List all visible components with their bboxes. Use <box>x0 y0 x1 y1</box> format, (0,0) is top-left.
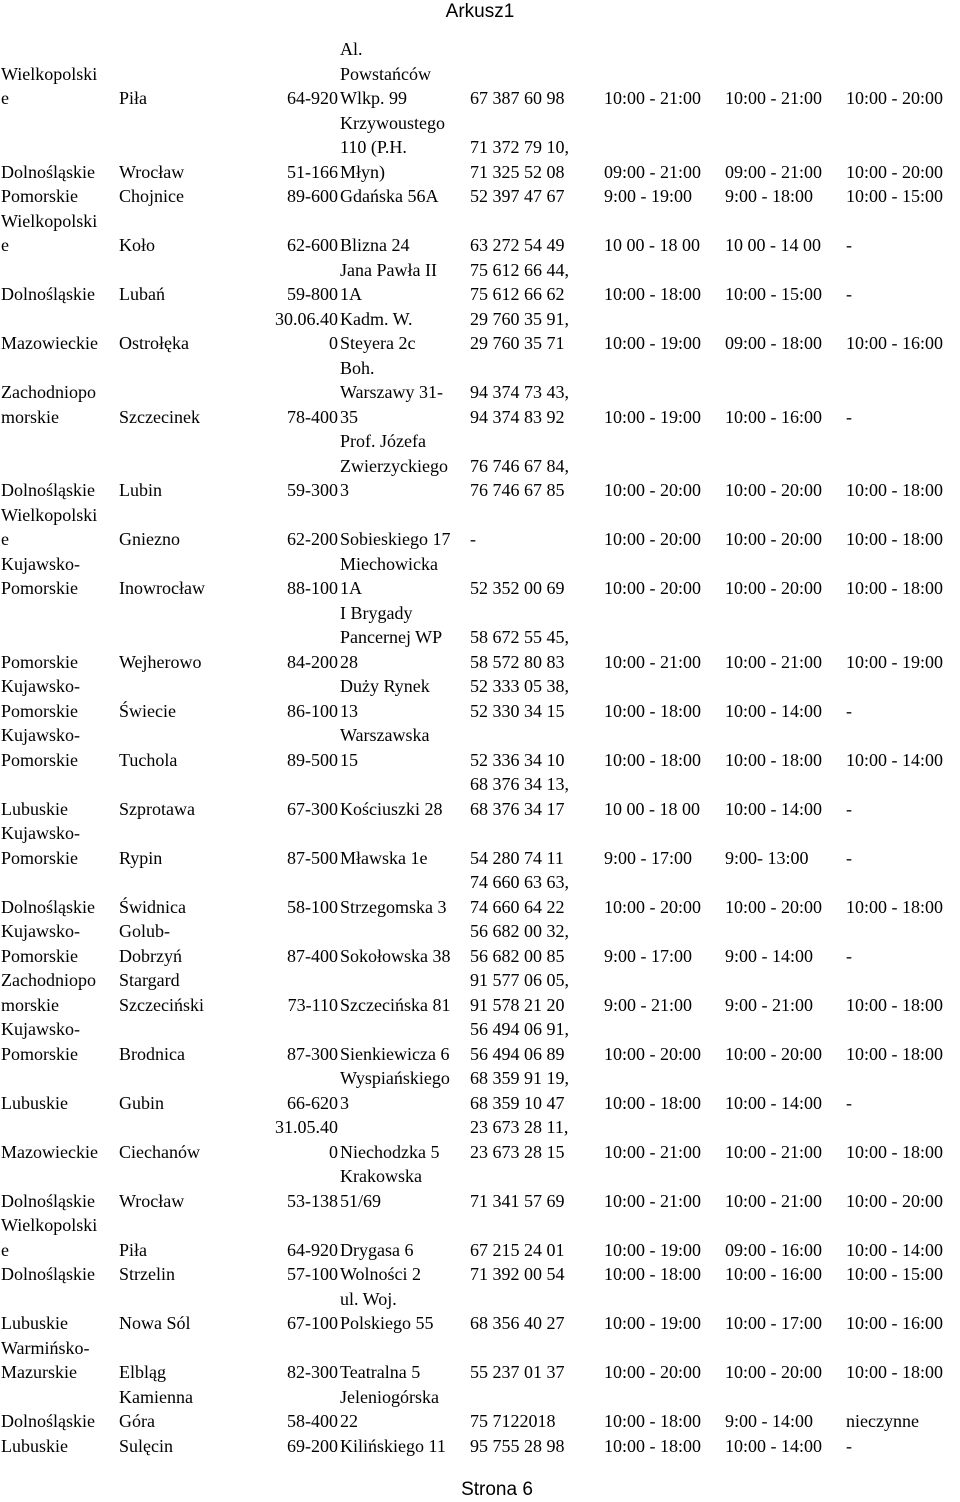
hours-saturday-cell: 10:00 - 15:00 <box>725 284 822 304</box>
hours-weekday-cell: 10:00 - 21:00 <box>604 651 701 672</box>
region-cell: Dolnośląskie <box>1 1264 95 1284</box>
table-row <box>0 1115 960 1164</box>
postal-code-cell: 86-100 <box>287 700 338 721</box>
hours-sunday-cell: - <box>846 700 852 721</box>
hours-weekday-cell: 10:00 - 21:00 <box>604 1190 701 1211</box>
region-cell: Lubuskie <box>1 1313 68 1333</box>
page-label: Strona 6 <box>461 1479 533 1500</box>
city-cell: Piła <box>119 1239 148 1260</box>
hours-weekday-cell: 9:00 - 17:00 <box>604 945 692 966</box>
hours-sunday-cell: 10:00 - 18:00 <box>846 896 943 917</box>
address-cell: Sienkiewicza 6 <box>340 1043 450 1064</box>
phone-cell: 71 341 57 69 <box>470 1190 565 1211</box>
phone-cell: 75 7122018 <box>470 1411 556 1431</box>
phone-cell: 74 660 63 63, 74 660 64 22 <box>470 872 569 917</box>
hours-sunday-cell: 10:00 - 16:00 <box>846 1313 943 1333</box>
region-cell: Kujawsko- Pomorskie <box>1 553 80 598</box>
phone-cell: 67 215 24 01 <box>470 1239 565 1260</box>
hours-sunday-cell: - <box>846 798 852 819</box>
region-cell: Dolnośląskie <box>1 1190 95 1211</box>
postal-code-cell: 58-100 <box>287 896 338 917</box>
hours-weekday-cell: 10:00 - 20:00 <box>604 578 701 598</box>
table-row <box>0 307 960 356</box>
postal-code-cell: 51-166 <box>287 161 338 182</box>
phone-cell: 63 272 54 49 <box>470 235 565 255</box>
table-row <box>0 772 960 821</box>
city-cell: Strzelin <box>119 1264 175 1284</box>
page-footer <box>0 1478 960 1502</box>
table-row <box>0 1336 960 1385</box>
postal-code-cell: 78-400 <box>287 406 338 427</box>
region-cell: Lubuskie <box>1 1435 68 1456</box>
hours-saturday-cell: 10:00 - 16:00 <box>725 1264 822 1284</box>
postal-code-cell: 73-110 <box>287 994 338 1015</box>
hours-sunday-cell: 10:00 - 18:00 <box>846 480 943 500</box>
hours-saturday-cell: 09:00 - 21:00 <box>725 161 822 182</box>
table-row <box>0 184 960 209</box>
hours-sunday-cell: 10:00 - 18:00 <box>846 578 943 598</box>
hours-saturday-cell: 9:00 - 14:00 <box>725 1411 813 1431</box>
phone-cell: 52 397 47 67 <box>470 186 565 206</box>
hours-saturday-cell: 10:00 - 16:00 <box>725 406 822 427</box>
region-cell: Dolnośląskie <box>1 480 95 500</box>
city-cell: Ciechanów <box>119 1141 200 1162</box>
city-cell: Elbląg <box>119 1362 166 1382</box>
region-cell: Kujawsko- Pomorskie <box>1 676 80 721</box>
city-cell: Sulęcin <box>119 1435 173 1456</box>
hours-weekday-cell: 10:00 - 20:00 <box>604 1362 701 1382</box>
hours-weekday-cell: 10 00 - 18 00 <box>604 798 700 819</box>
hours-sunday-cell: - <box>846 945 852 966</box>
address-cell: Krakowska 51/69 <box>340 1166 422 1211</box>
hours-saturday-cell: 10:00 - 21:00 <box>725 88 822 108</box>
postal-code-cell: 62-600 <box>287 235 338 255</box>
hours-weekday-cell: 10:00 - 19:00 <box>604 1239 701 1260</box>
region-cell: Dolnośląskie <box>1 896 95 917</box>
city-cell: Stargard Szczeciński <box>119 970 204 1015</box>
region-cell: Kujawsko- Pomorskie <box>1 921 80 966</box>
phone-cell: 52 333 05 38, 52 330 34 15 <box>470 676 569 721</box>
address-cell: Wyspiańskiego 3 <box>340 1068 450 1113</box>
postal-code-cell: 57-100 <box>287 1264 338 1284</box>
city-cell: Wrocław <box>119 161 185 182</box>
hours-saturday-cell: 10:00 - 20:00 <box>725 896 822 917</box>
table-row <box>0 1213 960 1262</box>
table-row <box>0 1066 960 1115</box>
hours-sunday-cell: - <box>846 406 852 427</box>
hours-saturday-cell: 9:00 - 21:00 <box>725 994 813 1015</box>
hours-sunday-cell: 10:00 - 15:00 <box>846 1264 943 1284</box>
phone-cell: 75 612 66 44, 75 612 66 62 <box>470 259 569 304</box>
city-cell: Szprotawa <box>119 798 195 819</box>
hours-weekday-cell: 10:00 - 19:00 <box>604 333 701 353</box>
hours-weekday-cell: 10:00 - 18:00 <box>604 284 701 304</box>
hours-sunday-cell: 10:00 - 19:00 <box>846 651 943 672</box>
table-row <box>0 1434 960 1459</box>
address-cell: Kościuszki 28 <box>340 798 443 819</box>
hours-saturday-cell: 09:00 - 18:00 <box>725 333 822 353</box>
hours-weekday-cell: 10:00 - 20:00 <box>604 1043 701 1064</box>
region-cell: Mazowieckie <box>1 333 98 353</box>
address-cell: Krzywoustego 110 (P.H. Młyn) <box>340 112 445 182</box>
hours-sunday-cell: 10:00 - 18:00 <box>846 994 943 1015</box>
hours-saturday-cell: 10:00 - 20:00 <box>725 529 822 549</box>
address-cell: Teatralna 5 <box>340 1362 421 1382</box>
phone-cell: 71 392 00 54 <box>470 1264 565 1284</box>
address-cell: Szczecińska 81 <box>340 994 451 1015</box>
hours-saturday-cell: 10:00 - 14:00 <box>725 1435 822 1456</box>
hours-saturday-cell: 09:00 - 16:00 <box>725 1239 822 1260</box>
region-cell: Kujawsko- Pomorskie <box>1 1019 80 1064</box>
hours-saturday-cell: 9:00 - 18:00 <box>725 186 813 206</box>
phone-cell: 71 372 79 10, 71 325 52 08 <box>470 137 569 182</box>
city-cell: Inowrocław <box>119 578 205 598</box>
hours-saturday-cell: 10:00 - 18:00 <box>725 749 822 770</box>
address-cell: I Brygady Pancernej WP 28 <box>340 602 443 672</box>
hours-saturday-cell: 10 00 - 14 00 <box>725 235 821 255</box>
address-cell: Blizna 24 <box>340 235 410 255</box>
table-row <box>0 601 960 675</box>
postal-code-cell: 30.06.40 0 <box>275 308 338 353</box>
hours-saturday-cell: 10:00 - 17:00 <box>725 1313 822 1333</box>
city-cell: Piła <box>119 88 148 108</box>
postal-code-cell: 62-200 <box>287 529 338 549</box>
postal-code-cell: 82-300 <box>287 1362 338 1382</box>
postal-code-cell: 64-920 <box>287 88 338 108</box>
address-cell: Kilińskiego 11 <box>340 1435 446 1456</box>
hours-weekday-cell: 10:00 - 18:00 <box>604 1411 701 1431</box>
address-cell: ul. Woj. Polskiego 55 <box>340 1288 434 1333</box>
address-cell: Sokołowska 38 <box>340 945 451 966</box>
address-cell: Al. Powstańców Wlkp. 99 <box>340 39 431 108</box>
hours-saturday-cell: 10:00 - 20:00 <box>725 578 822 598</box>
postal-code-cell: 31.05.40 0 <box>275 1117 338 1162</box>
region-cell: Lubuskie <box>1 798 68 819</box>
phone-cell: 52 336 34 10 <box>470 749 565 770</box>
postal-code-cell: 87-400 <box>287 945 338 966</box>
postal-code-cell: 67-300 <box>287 798 338 819</box>
region-cell: Dolnośląskie <box>1 161 95 182</box>
phone-cell: 56 682 00 32, 56 682 00 85 <box>470 921 569 966</box>
region-cell: Wielkopolski e <box>1 63 98 108</box>
region-cell: Kujawsko- Pomorskie <box>1 823 80 868</box>
address-cell: Niechodzka 5 <box>340 1141 440 1162</box>
region-cell: Lubuskie <box>1 1092 68 1113</box>
table-row <box>0 356 960 430</box>
city-cell: Chojnice <box>119 186 184 206</box>
hours-sunday-cell: 10:00 - 20:00 <box>846 88 943 108</box>
table-row <box>0 1017 960 1066</box>
postal-code-cell: 53-138 <box>287 1190 338 1211</box>
city-cell: Gubin <box>119 1092 164 1113</box>
city-cell: Nowa Sól <box>119 1313 191 1333</box>
city-cell: Szczecinek <box>119 406 200 427</box>
city-cell: Świdnica <box>119 896 186 917</box>
table-row <box>0 209 960 258</box>
sheet-header <box>0 0 960 24</box>
region-cell: Zachodniopo morskie <box>1 970 96 1015</box>
address-cell: Prof. Józefa Zwierzyckiego 3 <box>340 431 448 500</box>
city-cell: Ostrołęka <box>119 333 189 353</box>
table-row <box>0 1287 960 1336</box>
hours-saturday-cell: 10:00 - 21:00 <box>725 1141 822 1162</box>
hours-saturday-cell: 9:00 - 14:00 <box>725 945 813 966</box>
hours-weekday-cell: 10:00 - 20:00 <box>604 896 701 917</box>
hours-saturday-cell: 10:00 - 21:00 <box>725 1190 822 1211</box>
phone-cell: 23 673 28 11, 23 673 28 15 <box>470 1117 569 1162</box>
hours-weekday-cell: 9:00 - 21:00 <box>604 994 692 1015</box>
address-cell: Sobieskiego 17 <box>340 529 451 549</box>
address-cell: Drygasa 6 <box>340 1239 414 1260</box>
table-row <box>0 821 960 870</box>
phone-cell: 94 374 73 43, 94 374 83 92 <box>470 382 569 427</box>
region-cell: Dolnośląskie <box>1 1411 95 1431</box>
phone-cell: 95 755 28 98 <box>470 1435 565 1456</box>
hours-sunday-cell: - <box>846 235 852 255</box>
phone-cell: 68 356 40 27 <box>470 1313 565 1333</box>
phone-cell: 68 376 34 13, 68 376 34 17 <box>470 774 569 819</box>
hours-sunday-cell: 10:00 - 18:00 <box>846 1362 943 1382</box>
city-cell: Wejherowo <box>119 651 202 672</box>
table-row <box>0 429 960 503</box>
hours-weekday-cell: 10:00 - 18:00 <box>604 700 701 721</box>
region-cell: Kujawsko- Pomorskie <box>1 725 80 770</box>
city-cell: Tuchola <box>119 749 178 770</box>
hours-sunday-cell: 10:00 - 15:00 <box>846 186 943 206</box>
hours-sunday-cell: 10:00 - 18:00 <box>846 1043 943 1064</box>
address-cell: Kadm. W. Steyera 2c <box>340 308 416 353</box>
store-hours-table <box>0 37 960 1458</box>
phone-cell: 56 494 06 91, 56 494 06 89 <box>470 1019 569 1064</box>
address-cell: Duży Rynek 13 <box>340 676 430 721</box>
region-cell: Wielkopolski e <box>1 1215 98 1260</box>
region-cell: Dolnośląskie <box>1 284 95 304</box>
city-cell: Lubin <box>119 480 162 500</box>
hours-sunday-cell: - <box>846 1435 852 1456</box>
hours-sunday-cell: 10:00 - 20:00 <box>846 161 943 182</box>
hours-weekday-cell: 10:00 - 18:00 <box>604 749 701 770</box>
postal-code-cell: 59-300 <box>287 480 338 500</box>
hours-sunday-cell: 10:00 - 20:00 <box>846 1190 943 1211</box>
hours-weekday-cell: 10:00 - 21:00 <box>604 1141 701 1162</box>
hours-weekday-cell: 10:00 - 18:00 <box>604 1264 701 1284</box>
phone-cell: 54 280 74 11 <box>470 847 564 868</box>
hours-sunday-cell: nieczynne <box>846 1411 919 1431</box>
phone-cell: 76 746 67 84, 76 746 67 85 <box>470 455 569 500</box>
region-cell: Pomorskie <box>1 651 79 672</box>
table-row <box>0 503 960 552</box>
address-cell: Warszawska 15 <box>340 725 430 770</box>
hours-weekday-cell: 10:00 - 21:00 <box>604 88 701 108</box>
hours-weekday-cell: 10:00 - 19:00 <box>604 1313 701 1333</box>
postal-code-cell: 66-620 <box>287 1092 338 1113</box>
address-cell: Gdańska 56A <box>340 186 439 206</box>
address-cell: Wolności 2 <box>340 1264 422 1284</box>
phone-cell: 55 237 01 37 <box>470 1362 565 1382</box>
phone-cell: 58 672 55 45, 58 572 80 83 <box>470 627 569 672</box>
hours-sunday-cell: 10:00 - 18:00 <box>846 1141 943 1162</box>
hours-saturday-cell: 10:00 - 14:00 <box>725 1092 822 1113</box>
hours-saturday-cell: 10:00 - 14:00 <box>725 700 822 721</box>
city-cell: Brodnica <box>119 1043 185 1064</box>
hours-sunday-cell: 10:00 - 14:00 <box>846 749 943 770</box>
region-cell: Pomorskie <box>1 186 79 206</box>
region-cell: Zachodniopo morskie <box>1 382 96 427</box>
region-cell: Warmińsko- Mazurskie <box>1 1337 90 1382</box>
postal-code-cell: 59-800 <box>287 284 338 304</box>
hours-saturday-cell: 10:00 - 20:00 <box>725 1043 822 1064</box>
table-row <box>0 968 960 1017</box>
city-cell: Lubań <box>119 284 165 304</box>
table-row <box>0 919 960 968</box>
postal-code-cell: 89-600 <box>287 186 338 206</box>
table-row <box>0 111 960 185</box>
postal-code-cell: 69-200 <box>287 1435 338 1456</box>
postal-code-cell: 87-500 <box>287 847 338 868</box>
hours-sunday-cell: - <box>846 1092 852 1113</box>
phone-cell: 68 359 91 19, 68 359 10 47 <box>470 1068 569 1113</box>
table-body <box>0 37 960 1458</box>
table-row <box>0 37 960 111</box>
city-cell: Gniezno <box>119 529 180 549</box>
address-cell: Strzegomska 3 <box>340 896 447 917</box>
hours-saturday-cell: 10:00 - 20:00 <box>725 1362 822 1382</box>
city-cell: Kamienna Góra <box>119 1386 193 1431</box>
city-cell: Wrocław <box>119 1190 185 1211</box>
table-row <box>0 674 960 723</box>
postal-code-cell: 87-300 <box>287 1043 338 1064</box>
city-cell: Świecie <box>119 700 176 721</box>
table-row <box>0 1164 960 1213</box>
phone-cell: - <box>470 529 476 549</box>
hours-saturday-cell: 10:00 - 21:00 <box>725 651 822 672</box>
phone-cell: 91 577 06 05, 91 578 21 20 <box>470 970 569 1015</box>
address-cell: Miechowicka 1A <box>340 553 438 598</box>
hours-weekday-cell: 10:00 - 19:00 <box>604 406 701 427</box>
hours-weekday-cell: 9:00 - 19:00 <box>604 186 692 206</box>
hours-saturday-cell: 10:00 - 14:00 <box>725 798 822 819</box>
phone-cell: 52 352 00 69 <box>470 578 565 598</box>
city-cell: Rypin <box>119 847 163 868</box>
table-row <box>0 1262 960 1287</box>
hours-sunday-cell: 10:00 - 16:00 <box>846 333 943 353</box>
city-cell: Koło <box>119 235 155 255</box>
table-row <box>0 552 960 601</box>
table-row <box>0 870 960 919</box>
address-cell: Jana Pawła II 1A <box>340 259 437 304</box>
hours-weekday-cell: 10:00 - 18:00 <box>604 1435 701 1456</box>
sheet-name: Arkusz1 <box>445 1 515 22</box>
hours-sunday-cell: - <box>846 284 852 304</box>
postal-code-cell: 88-100 <box>287 578 338 598</box>
hours-weekday-cell: 9:00 - 17:00 <box>604 847 692 868</box>
postal-code-cell: 64-920 <box>287 1239 338 1260</box>
postal-code-cell: 58-400 <box>287 1411 338 1431</box>
table-row <box>0 723 960 772</box>
region-cell: Wielkopolski e <box>1 504 98 549</box>
phone-cell: 67 387 60 98 <box>470 88 565 108</box>
region-cell: Wielkopolski e <box>1 210 98 255</box>
hours-sunday-cell: 10:00 - 14:00 <box>846 1239 943 1260</box>
hours-sunday-cell: 10:00 - 18:00 <box>846 529 943 549</box>
hours-weekday-cell: 10:00 - 20:00 <box>604 529 701 549</box>
postal-code-cell: 84-200 <box>287 651 338 672</box>
address-cell: Mławska 1e <box>340 847 428 868</box>
address-cell: Jeleniogórska 22 <box>340 1386 439 1431</box>
table-row <box>0 1385 960 1434</box>
address-cell: Boh. Warszawy 31- 35 <box>340 357 444 427</box>
hours-weekday-cell: 10:00 - 20:00 <box>604 480 701 500</box>
hours-saturday-cell: 9:00- 13:00 <box>725 847 809 868</box>
region-cell: Mazowieckie <box>1 1141 98 1162</box>
hours-weekday-cell: 09:00 - 21:00 <box>604 161 701 182</box>
postal-code-cell: 89-500 <box>287 749 338 770</box>
city-cell: Golub- Dobrzyń <box>119 921 182 966</box>
phone-cell: 29 760 35 91, 29 760 35 71 <box>470 308 569 353</box>
hours-saturday-cell: 10:00 - 20:00 <box>725 480 822 500</box>
hours-weekday-cell: 10 00 - 18 00 <box>604 235 700 255</box>
table-row <box>0 258 960 307</box>
hours-weekday-cell: 10:00 - 18:00 <box>604 1092 701 1113</box>
postal-code-cell: 67-100 <box>287 1313 338 1333</box>
hours-sunday-cell: - <box>846 847 852 868</box>
